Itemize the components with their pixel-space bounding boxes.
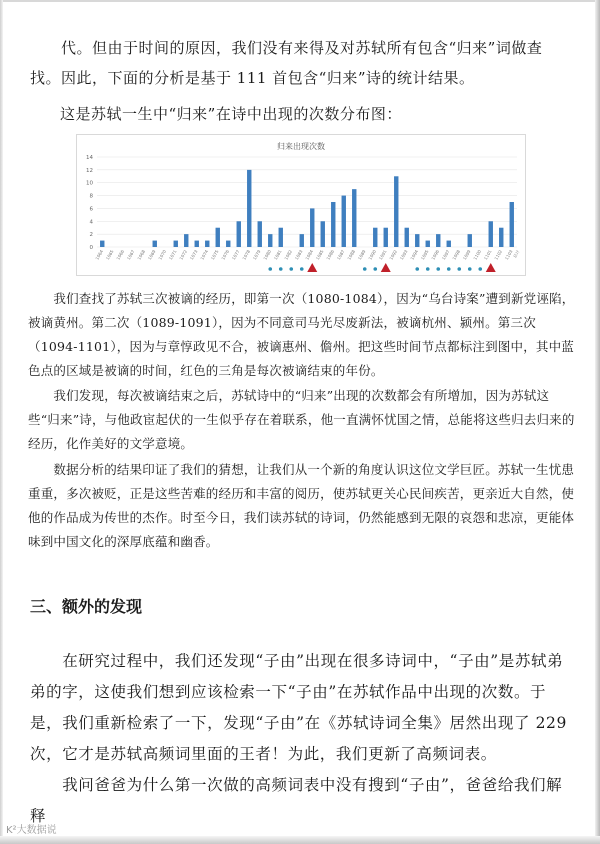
x-tick-label: 1092 — [388, 249, 399, 261]
bar-1078 — [247, 170, 251, 247]
y-tick-label: 14 — [86, 155, 93, 161]
x-tick-label: 1085 — [314, 249, 325, 261]
x-tick-label: 1068 — [136, 249, 147, 261]
bar-1079 — [258, 221, 262, 247]
x-tick-label: 1082 — [283, 249, 294, 261]
bar-1080 — [268, 234, 272, 247]
bar-1090 — [373, 228, 377, 247]
bar-1102 — [499, 228, 503, 247]
bar-1084 — [310, 208, 314, 247]
y-tick-label: 10 — [86, 180, 93, 187]
y-tick-label: 2 — [89, 232, 93, 239]
bar-1087 — [342, 196, 346, 247]
bar-1095 — [426, 241, 430, 247]
x-tick-label: 1083 — [293, 249, 304, 261]
bar-1069 — [153, 241, 157, 247]
bar-1093 — [405, 228, 409, 247]
page-edge-bottom — [0, 836, 600, 844]
x-tick-label: 1099 — [461, 249, 472, 261]
x-tick-label: 1095 — [419, 249, 430, 261]
bar-1077 — [237, 221, 241, 247]
bar-1094 — [415, 234, 419, 247]
chart-title: 归来出现次数 — [277, 142, 325, 151]
y-tick-label: 8 — [89, 193, 93, 200]
exile-dot-1099 — [468, 267, 472, 271]
x-tick-label: 1074 — [199, 249, 210, 261]
x-tick-label: 1067 — [125, 249, 136, 261]
y-tick-label: 12 — [86, 167, 93, 174]
x-tick-label: 1084 — [304, 249, 315, 261]
exile-end-triangle-1084 — [307, 263, 317, 272]
exile-end-triangle-1101 — [486, 263, 496, 272]
exile-dot-1095 — [426, 267, 430, 271]
x-tick-label: 1088 — [346, 249, 357, 261]
x-tick-label: 1079 — [251, 249, 262, 261]
x-tick-label: 1076 — [220, 249, 231, 261]
x-tick-label: 1078 — [241, 249, 252, 261]
y-tick-label: 0 — [89, 245, 93, 251]
bar-1092 — [394, 176, 398, 247]
page-edge-left — [0, 0, 3, 844]
chart-intro-paragraph: 这是苏轼一生中“归来”在诗中出现的次数分布图： — [60, 105, 402, 123]
bar-1097 — [447, 241, 451, 247]
x-tick-label: 1080 — [262, 249, 273, 261]
x-tick-label: 1091 — [377, 249, 388, 261]
bar-1086 — [331, 202, 335, 247]
exile-dot-1083 — [300, 267, 304, 271]
x-tick-label: 1101 — [482, 249, 493, 261]
x-tick-label: 1081 — [272, 249, 283, 261]
analysis-paragraph-3: 数据分析的结果印证了我们的猜想，让我们从一个新的角度认识这位文学巨匠。苏轼一生忧患重重，多次被贬，正是这些苦难的经历和丰富的阅历，使苏轼更关心民间疾苦，更亲近大自然，使他的作品成为传世的杰作。时至今日，我们读苏轼的诗词，仍然能感到无限的哀怨和悲凉，更能体味到中国文化的深厚底蕴和幽香。 — [28, 462, 575, 549]
bar-1096 — [436, 234, 440, 247]
analysis-paragraph-1: 我们查找了苏轼三次被谪的经历，即第一次（1080-1084），因为“乌台诗案”遭到新党诬陷，被谪黄州。第二次（1089-1091），因为不同意司马光尽废新法，被谪杭州、颍州。第三次（1094-1101），因为与章惇政见不合，被谪惠州、儋州。把这些时间节点都标注到图中，其中蓝色点的区域是被谪的时间，红色的三角是每次被谪结束的年份。 — [28, 291, 575, 378]
bar-1085 — [321, 221, 325, 247]
bar-1074 — [205, 241, 209, 247]
guilai-frequency-chart — [76, 134, 526, 276]
bar-1076 — [226, 241, 230, 247]
exile-dot-1097 — [447, 267, 451, 271]
x-tick-label: 1070 — [157, 249, 168, 261]
y-tick-label: 4 — [89, 219, 93, 226]
x-tick-label: 1094 — [409, 249, 420, 261]
watermark-logo: K²大数据说 — [6, 825, 57, 836]
bar-1103 — [510, 202, 514, 247]
bar-1091 — [384, 228, 388, 247]
x-tick-label: 1066 — [115, 249, 126, 261]
exile-dot-1089 — [363, 267, 367, 271]
chart-svg — [77, 135, 525, 275]
bar-1101 — [489, 221, 493, 247]
intro-paragraph: 代。但由于时间的原因，我们没有来得及对苏轼所有包含“归来”词做查找。因此，下面的分析是基于 111 首包含“归来”诗的统计结果。 — [30, 39, 543, 87]
bar-1075 — [216, 228, 220, 247]
x-tick-label: 1087 — [335, 249, 346, 261]
page-edge-top — [0, 0, 600, 2]
x-tick-label: 1096 — [430, 249, 441, 261]
x-tick-label: 1098 — [451, 249, 462, 261]
exile-dot-1090 — [373, 267, 377, 271]
x-tick-label: 1071 — [167, 249, 178, 261]
section-paragraph-1: 在研究过程中，我们还发现“子由”出现在很多诗词中，“子由”是苏轼弟弟的字，这使我们想到应该检索一下“子由”在苏轼作品中出现的次数。于是，我们重新检索了一下，发现“子由”在《苏轼诗词全集》居然出现了 229 次，它才是苏轼高频词里面的王者！为此，我们更新了高频词表。 — [30, 652, 567, 763]
exile-dot-1098 — [457, 267, 461, 271]
x-tick-label: 1073 — [188, 249, 199, 261]
exile-dot-1081 — [279, 267, 283, 271]
y-tick-label: 6 — [89, 206, 93, 213]
exile-end-triangle-1091 — [381, 263, 391, 272]
x-tick-label: 1103 — [503, 249, 514, 261]
bar-1099 — [468, 234, 472, 247]
exile-dot-1096 — [436, 267, 440, 271]
x-tick-label: 1072 — [178, 249, 189, 261]
x-tick-label: 1090 — [367, 249, 378, 261]
bar-1083 — [300, 234, 304, 247]
exile-dot-1080 — [268, 267, 272, 271]
exile-dot-1094 — [415, 267, 419, 271]
analysis-paragraph-2: 我们发现，每次被谪结束之后，苏轼诗中的“归来”出现的次数都会有所增加，因为苏轼这些“归来”诗，与他政宦起伏的一生似乎存在着联系，他一直满怀忧国之情，总能将这些归去归来的经历，化作美好的文学意境。 — [28, 388, 575, 451]
x-tick-label: 1069 — [146, 249, 157, 261]
x-tick-label: 1075 — [209, 249, 220, 261]
bar-1081 — [279, 228, 283, 247]
x-tick-label: 1077 — [230, 249, 241, 261]
x-tick-label: 1093 — [398, 249, 409, 261]
exile-dot-1100 — [478, 267, 482, 271]
x-tick-label: 1097 — [440, 249, 451, 261]
section-paragraph-2: 我问爸爸为什么第一次做的高频词表中没有搜到“子由”，爸爸给我们解释 — [30, 776, 563, 825]
exile-dot-1082 — [289, 267, 293, 271]
page-edge-right — [595, 0, 600, 844]
x-tick-label: 1100 — [472, 249, 483, 261]
bar-1071 — [174, 241, 178, 247]
bar-1072 — [184, 234, 188, 247]
bar-1064 — [100, 241, 104, 247]
x-tick-label: 1089 — [356, 249, 367, 261]
bar-1088 — [352, 189, 356, 247]
x-tick-label: 1064 — [94, 249, 105, 261]
x-tick-label: 1065 — [104, 249, 115, 261]
x-tick-label: 1102 — [493, 249, 504, 261]
bar-1073 — [195, 241, 199, 247]
x-tick-label-total: 总计 — [512, 249, 521, 259]
section-heading: 三、额外的发现 — [30, 597, 143, 616]
x-tick-label: 1086 — [325, 249, 336, 261]
